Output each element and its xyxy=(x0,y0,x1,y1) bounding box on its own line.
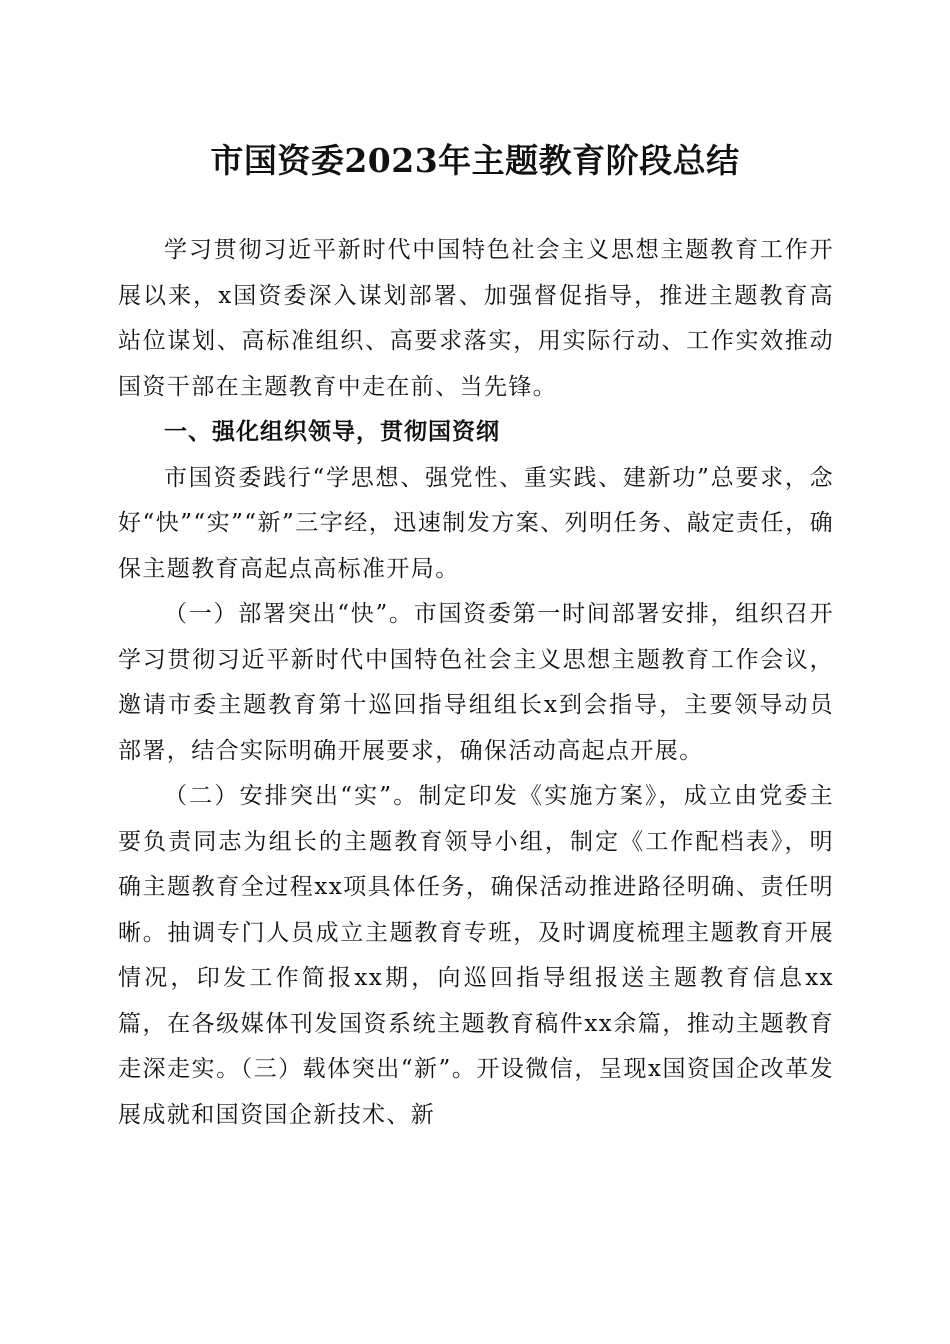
document-body xyxy=(118,228,834,1138)
intro-paragraph: 学习贯彻习近平新时代中国特色社会主义思想主题教育工作开展以来，x国资委深入谋划部署、加强督促指导，推进主题教育高站位谋划、高标准组织、高要求落实，用实际行动、工作实效推动国资干部在主题教育中走在前、当先锋。 xyxy=(118,237,834,400)
section-summary-paragraph: 市国资委践行“学思想、强党性、重实践、建新功”总要求，念好“快”“实”“新”三字经，迅速制发方案、列明任务、敲定责任，确保主题教育高起点高标准开局。 xyxy=(118,464,834,582)
item-paragraph-1: （一）部署突出“快”。市国资委第一时间部署安排，组织召开学习贯彻习近平新时代中国特色社会主义思想主题教育工作会议，邀请市委主题教育第十巡回指导组组长x到会指导，主要领导动员部署，结合实际明确开展要求，确保活动高起点开展。 xyxy=(118,601,834,764)
document-title: 市国资委2023年主题教育阶段总结 xyxy=(210,141,740,180)
section-heading-1: 一、强化组织领导，贯彻国资纲 xyxy=(164,419,500,445)
item-paragraph-2: （二）安排突出“实”。制定印发《实施方案》，成立由党委主要负责同志为组长的主题教育领导小组，制定《工作配档表》，明确主题教育全过程xx项具体任务，确保活动推进路径明确、责任明晰。抽调专门人员成立主题教育专班，及时调度梳理主题教育开展情况，印发工作简报xx期，向巡回指导组报送主题教育信息xx篇，在各级媒体刊发国资系统主题教育稿件xx余篇，推动主题教育走深走实。（三）载体突出“新”。开设微信，呈现x国资国企改革发展成就和国资国企新技术、新 xyxy=(118,783,834,1128)
